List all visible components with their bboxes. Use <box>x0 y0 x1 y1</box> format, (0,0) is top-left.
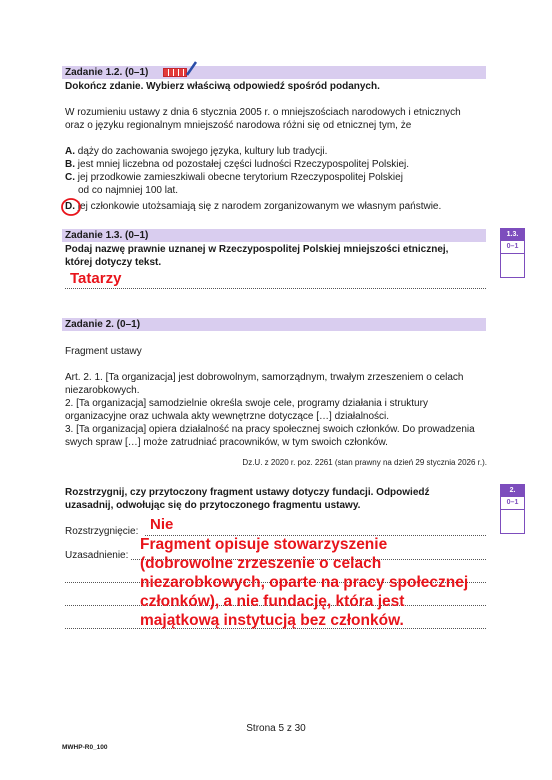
score-box-number: 1.3. <box>501 229 524 241</box>
exam-code: MWHP-R0_100 <box>62 744 108 751</box>
task-2-question-line-2: uzasadnij, odwołując się do przytoczonego fragmentu ustawy. <box>65 500 361 511</box>
task-1-2-instruction: Dokończ zdanie. Wybierz właściwą odpowiedź spośród podanych. <box>65 81 380 92</box>
option-text: jej przodkowie zamieszkiwali obecne terytorium Rzeczypospolitej Polskiej <box>77 172 403 183</box>
option-d[interactable] <box>65 200 441 213</box>
score-box-blank[interactable] <box>501 510 524 533</box>
fragment-title: Fragment ustawy <box>65 346 142 357</box>
option-text: jej członkowie utożsamiają się z narodem zorganizowanym we własnym państwie. <box>77 201 442 212</box>
answer-line[interactable] <box>65 288 486 289</box>
law-line-1: Art. 2. 1. [Ta organizacja] jest dobrowolnym, samorządnym, trwałym zrzeszeniem o celach <box>65 372 464 383</box>
option-c-continuation: od co najmniej 100 lat. <box>78 185 179 196</box>
option-text: dąży do zachowania swojego języka, kultury lub tradycji. <box>77 146 328 157</box>
answer-circle-mark <box>60 197 82 217</box>
score-box-points: 0–1 <box>501 497 524 510</box>
task-1-3-handwritten-answer: Tatarzy <box>70 270 122 287</box>
score-box-points: 0–1 <box>501 241 524 254</box>
task-1-2-header: Zadanie 1.2. (0–1) <box>65 67 149 78</box>
option-a[interactable] <box>65 145 327 158</box>
option-letter: D. <box>65 201 75 212</box>
option-letter: B. <box>65 159 75 170</box>
task-1-3-question-line-1: Podaj nazwę prawnie uznanej w Rzeczypospolitej Polskiej mniejszości etnicznej, <box>65 244 449 255</box>
score-box-number: 2. <box>501 485 524 497</box>
justification-line-text: niezarobkowych, oparte na pracy społecznej <box>140 574 469 591</box>
decision-handwritten-answer: Nie <box>150 516 174 533</box>
justification-line-text: Fragment opisuje stowarzyszenie <box>140 536 388 553</box>
law-source: Dz.U. z 2020 r. poz. 2261 (stan prawny na dzień 29 stycznia 2026 r.). <box>242 458 487 467</box>
tablet-pen-icon <box>163 68 187 77</box>
score-box-1-3 <box>500 228 525 278</box>
option-c[interactable] <box>65 171 403 184</box>
justification-line-text: członków), a nie fundację, która jest <box>140 593 405 610</box>
law-line-6: swych spraw […] może zatrudniać pracowników, w tym swoich członków. <box>65 437 388 448</box>
law-line-5: 3. [Ta organizacja] opiera działalność na pracy społecznej swoich członków. Do prowadzenia <box>65 424 475 435</box>
law-line-3: 2. [Ta organizacja] samodzielnie określa swoje cele, programy działania i struktury <box>65 398 428 409</box>
justification-handwritten-answer <box>140 535 468 630</box>
page-number: Strona 5 z 30 <box>246 723 306 734</box>
option-letter: A. <box>65 146 75 157</box>
label-justification: Uzasadnienie: <box>65 550 129 561</box>
score-box-blank[interactable] <box>501 254 524 277</box>
task-1-3-header: Zadanie 1.3. (0–1) <box>65 230 149 241</box>
task-1-2-stem-line-2: oraz o języku regionalnym mniejszość narodowa różni się od etnicznej tym, że <box>65 120 412 131</box>
option-letter: C. <box>65 172 75 183</box>
label-decision: Rozstrzygnięcie: <box>65 526 139 537</box>
law-line-4: organizacyjne oraz uchwala akty wewnętrzne dotyczące […] działalności. <box>65 411 390 422</box>
option-b[interactable] <box>65 158 409 171</box>
task-2-header: Zadanie 2. (0–1) <box>65 319 141 330</box>
task-1-3-question-line-2: której dotyczy tekst. <box>65 257 162 268</box>
score-box-2 <box>500 484 525 534</box>
justification-line-text: majątkową instytucją bez członków. <box>140 612 404 629</box>
task-1-2-stem-line-1: W rozumieniu ustawy z dnia 6 stycznia 2005 r. o mniejszościach narodowych i etnicznych <box>65 107 461 118</box>
task-2-question-line-1: Rozstrzygnij, czy przytoczony fragment ustawy dotyczy fundacji. Odpowiedź <box>65 487 430 498</box>
law-line-2: niezarobkowych. <box>65 385 140 396</box>
option-text: jest mniej liczebna od pozostałej części ludności Rzeczypospolitej Polskiej. <box>77 159 410 170</box>
pen-icon <box>186 60 198 76</box>
justification-line-text: (dobrowolne zrzeszenie o celach <box>140 555 382 572</box>
